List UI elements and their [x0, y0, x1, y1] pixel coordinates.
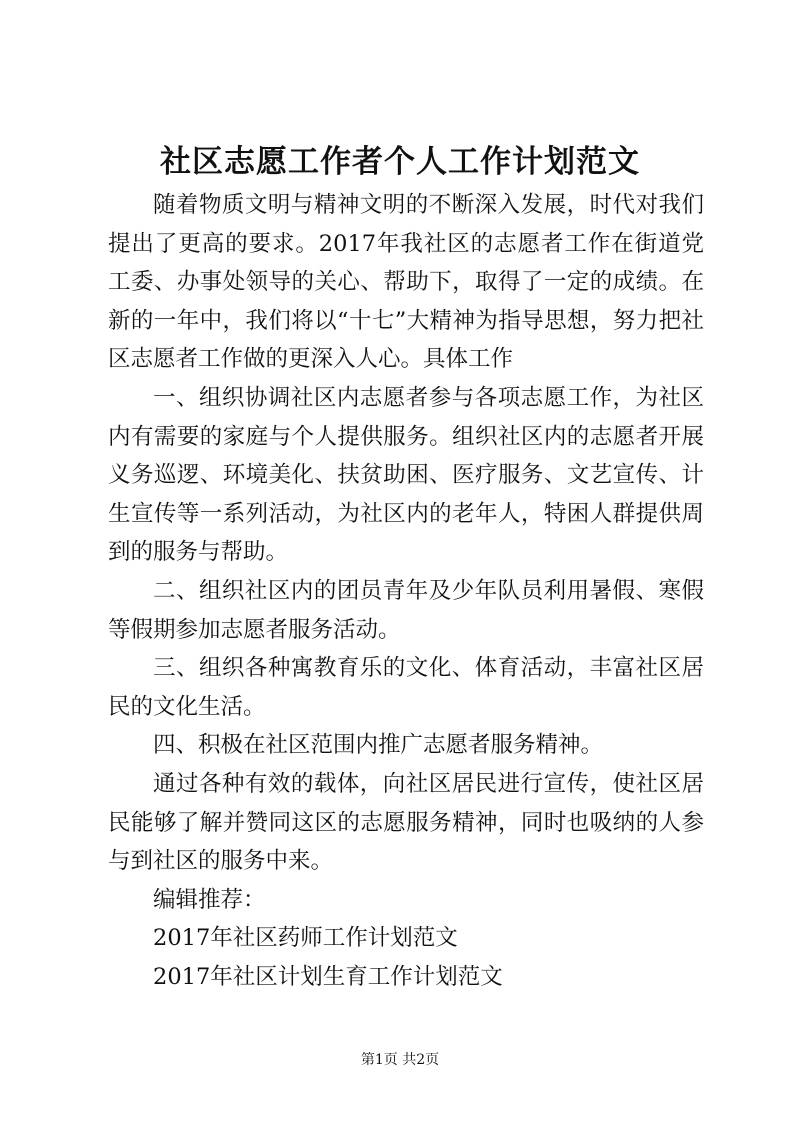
paragraph-intro: 随着物质文明与精神文明的不断深入发展，时代对我们提出了更高的要求。2017年我社区的志愿者工作在街道党工委、办事处领导的关心、帮助下，取得了一定的成绩。在新的一年中，我们将以“十七”大精神为指导思想，努力把社区志愿者工作做的更深入人心。具体工作 [108, 192, 704, 373]
paragraph-item-2: 二、组织社区内的团员青年及少年队员利用暑假、寒假等假期参加志愿者服务活动。 [108, 577, 704, 643]
recommended-link-2[interactable]: 2017年社区计划生育工作计划范文 [153, 963, 503, 990]
paragraph-item-4: 四、积极在社区范围内推广志愿者服务精神。 [153, 732, 604, 759]
document-body [108, 186, 704, 996]
editor-recommend-label: 编辑推荐： [153, 886, 266, 913]
recommended-link-1[interactable]: 2017年社区药师工作计划范文 [153, 925, 458, 952]
paragraph-conclusion: 通过各种有效的载体，向社区居民进行宣传，使社区居民能够了解并赞同这区的志愿服务精神，同时也吸纳的人参与到社区的服务中来。 [108, 770, 704, 875]
document-title: 社区志愿工作者个人工作计划范文 [160, 144, 640, 180]
paragraph-item-3: 三、组织各种寓教育乐的文化、体育活动，丰富社区居民的文化生活。 [108, 655, 704, 720]
paragraph-item-1: 一、组织协调社区内志愿者参与各项志愿工作，为社区内有需要的家庭与个人提供服务。组织社区内的志愿者开展义务巡逻、环境美化、扶贫助困、医疗服务、文艺宣传、计生宣传等一系列活动，为社区内的老年人，特困人群提供周到的服务与帮助。 [108, 384, 704, 566]
page-footer: 第1页 共2页 [360, 1052, 440, 1068]
